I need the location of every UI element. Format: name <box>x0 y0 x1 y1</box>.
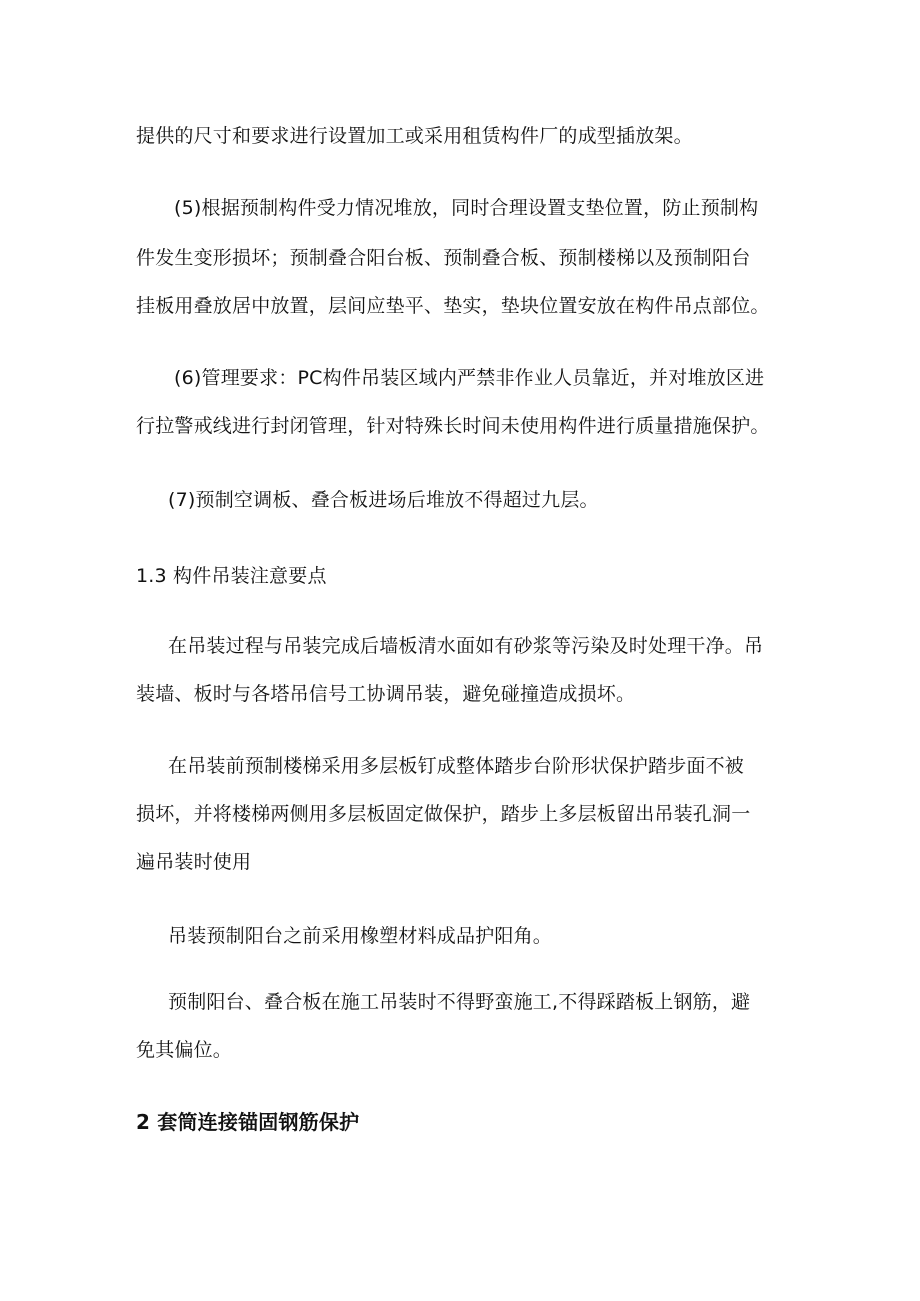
paragraph-line: 免其偏位。 <box>136 1039 233 1061</box>
section-heading: 2 套筒连接锚固钢筋保护 <box>136 1110 360 1134</box>
paragraph-line: 吊装预制阳台之前采用橡塑材料成品护阳角。 <box>168 925 553 947</box>
paragraph-line: (6)管理要求：PC构件吊装区域内严禁非作业人员靠近，并对堆放区进 <box>174 367 765 389</box>
paragraph-line: (5)根据预制构件受力情况堆放，同时合理设置支垫位置，防止预制构 <box>174 197 759 219</box>
paragraph-line: 预制阳台、叠合板在施工吊装时不得野蛮施工,不得踩踏板上钢筋，避 <box>168 991 751 1013</box>
paragraph-line: 装墙、板时与各塔吊信号工协调吊装，避免碰撞造成损坏。 <box>136 683 636 705</box>
paragraph-line: 行拉警戒线进行封闭管理，针对特殊长时间未使用构件进行质量措施保护。 <box>136 415 770 437</box>
section-heading: 1.3 构件吊装注意要点 <box>136 565 327 587</box>
paragraph-line: 在吊装过程与吊装完成后墙板清水面如有砂浆等污染及时处理干净。吊 <box>168 635 764 657</box>
paragraph-line: 挂板用叠放居中放置，层间应垫平、垫实，垫块位置安放在构件吊点部位。 <box>136 295 770 317</box>
paragraph-line: 件发生变形损坏；预制叠合阳台板、预制叠合板、预制楼梯以及预制阳台 <box>136 247 751 269</box>
paragraph-line: 遍吊装时使用 <box>136 851 252 873</box>
paragraph-line: 损坏，并将楼梯两侧用多层板固定做保护，踏步上多层板留出吊装孔洞一 <box>136 803 751 825</box>
paragraph-line: 提供的尺寸和要求进行设置加工或采用租赁构件厂的成型插放架。 <box>136 125 693 147</box>
paragraph-line: (7)预制空调板、叠合板进场后堆放不得超过九层。 <box>168 489 599 511</box>
paragraph-line: 在吊装前预制楼梯采用多层板钉成整体踏步台阶形状保护踏步面不被 <box>168 755 745 777</box>
